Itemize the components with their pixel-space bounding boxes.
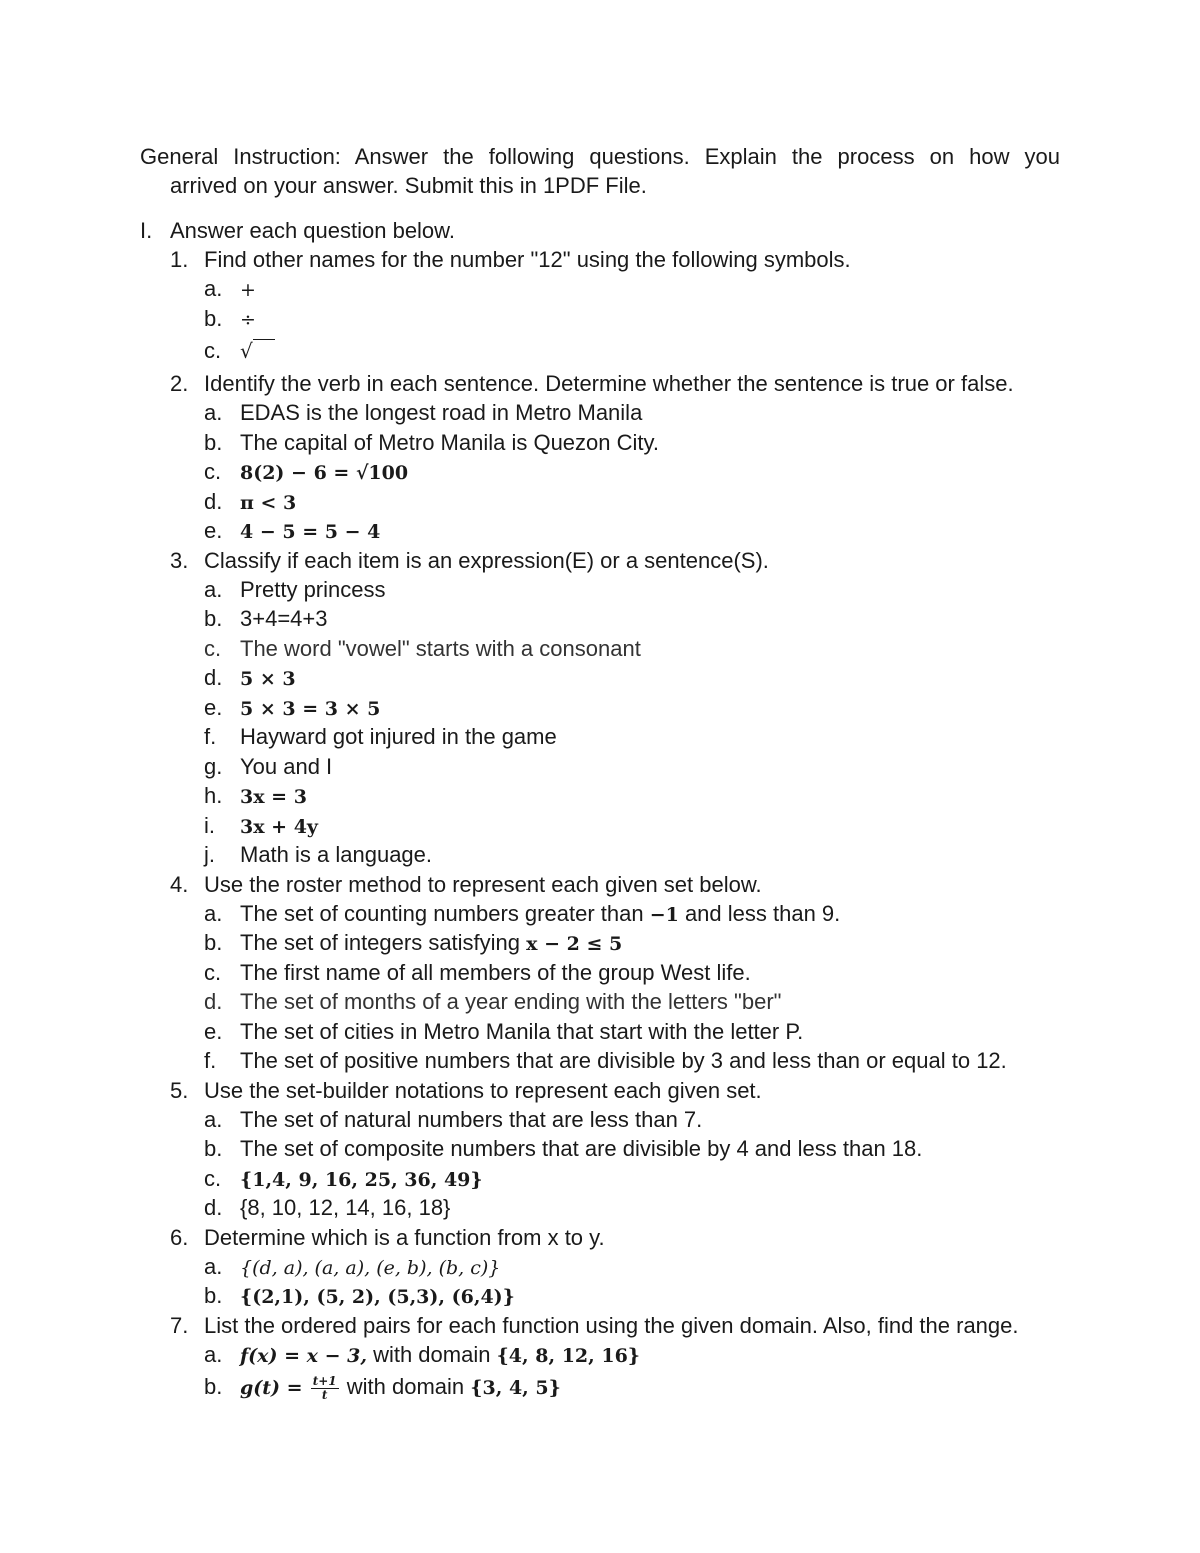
item-list bbox=[170, 575, 1070, 870]
item-text: and less than 9. bbox=[678, 900, 841, 926]
question-3 bbox=[170, 546, 1070, 870]
section-numeral: I. bbox=[140, 218, 153, 243]
item-text: The set of counting numbers greater than bbox=[240, 900, 650, 926]
item-text: 3+4=4+3 bbox=[240, 606, 328, 631]
item-letter: c. bbox=[204, 959, 222, 985]
item-letter: a. bbox=[204, 900, 223, 926]
math-expression: 3x = 3 bbox=[240, 786, 307, 808]
section-heading bbox=[140, 216, 455, 245]
math-expression: {(d, a), (a, a), (e, b), (b, c)} bbox=[240, 1256, 501, 1279]
item-list bbox=[170, 1252, 1070, 1311]
list-item bbox=[170, 899, 1070, 929]
math-expression: {(2,1), (5, 2), (5,3), (6,4)} bbox=[240, 1286, 515, 1308]
question-7 bbox=[170, 1311, 1070, 1406]
math-expression: −1 bbox=[649, 903, 679, 926]
item-list bbox=[170, 1340, 1070, 1406]
list-item bbox=[170, 1105, 1070, 1135]
function-definition: f(x) = x − 3, bbox=[240, 1344, 367, 1367]
list-item bbox=[170, 304, 1070, 334]
item-letter: c. bbox=[204, 338, 222, 363]
item-list bbox=[170, 899, 1070, 1076]
math-expression: π < 3 bbox=[240, 491, 297, 514]
list-item bbox=[170, 1252, 1070, 1282]
list-item bbox=[170, 516, 1070, 546]
list-item bbox=[170, 398, 1070, 428]
list-item bbox=[170, 928, 1070, 958]
item-text: The set of positive numbers that are divisible by 3 and less than or equal to 12. bbox=[240, 1048, 1007, 1073]
item-text: {8, 10, 12, 14, 16, 18} bbox=[240, 1195, 451, 1220]
list-item bbox=[170, 333, 1070, 369]
item-letter: g. bbox=[204, 753, 223, 779]
question-2 bbox=[170, 369, 1070, 546]
list-item bbox=[170, 663, 1070, 693]
item-text: The set of natural numbers that are less than 7. bbox=[240, 1106, 703, 1132]
list-item bbox=[170, 1134, 1070, 1164]
item-letter: c. bbox=[204, 1165, 222, 1191]
math-expression: 3x + 4y bbox=[240, 815, 318, 838]
item-text: Math is a language. bbox=[240, 842, 433, 867]
item-letter: b. bbox=[204, 1136, 223, 1161]
list-item bbox=[170, 781, 1070, 811]
item-letter: b. bbox=[204, 1283, 223, 1308]
item-letter: b. bbox=[204, 305, 223, 331]
list-item bbox=[170, 428, 1070, 458]
item-letter: d. bbox=[204, 989, 223, 1014]
item-text: The first name of all members of the group West life. bbox=[240, 959, 751, 985]
question-number: 3. bbox=[170, 547, 189, 573]
list-item bbox=[170, 1369, 1070, 1405]
question-number: 2. bbox=[170, 371, 189, 396]
list-item bbox=[170, 1164, 1070, 1194]
item-letter: a. bbox=[204, 276, 223, 301]
math-expression: {1,4, 9, 16, 25, 36, 49} bbox=[240, 1168, 483, 1191]
question-list bbox=[170, 245, 1070, 1405]
math-expression: 4 − 5 = 5 − 4 bbox=[240, 521, 381, 543]
item-text: The set of months of a year ending with the letters "ber" bbox=[240, 989, 782, 1014]
item-list bbox=[170, 398, 1070, 546]
item-text: with domain bbox=[340, 1374, 471, 1399]
section-title: Answer each question below. bbox=[170, 218, 455, 243]
item-text: The set of composite numbers that are divisible by 4 and less than 18. bbox=[240, 1136, 923, 1161]
item-list bbox=[170, 1105, 1070, 1223]
item-list bbox=[170, 274, 1070, 369]
question-number: 1. bbox=[170, 247, 189, 272]
math-expression: 5 × 3 = 3 × 5 bbox=[240, 697, 381, 720]
item-letter: b. bbox=[204, 606, 223, 631]
division-symbol: ÷ bbox=[240, 308, 256, 331]
item-text: with domain bbox=[366, 1341, 497, 1367]
item-text: The word "vowel" starts with a consonant bbox=[240, 635, 641, 661]
fraction bbox=[311, 1375, 339, 1402]
item-letter: b. bbox=[204, 1374, 223, 1399]
item-letter: e. bbox=[204, 518, 223, 543]
item-letter: d. bbox=[204, 1195, 223, 1220]
function-definition: g(t) = bbox=[240, 1377, 303, 1399]
square-root-symbol: √ bbox=[240, 333, 275, 369]
list-item bbox=[170, 457, 1070, 487]
list-item bbox=[170, 1193, 1070, 1223]
list-item bbox=[170, 693, 1070, 723]
question-number: 6. bbox=[170, 1224, 189, 1250]
domain-set: {4, 8, 12, 16} bbox=[496, 1344, 641, 1367]
list-item bbox=[170, 575, 1070, 605]
math-expression: x − 2 ≤ 5 bbox=[526, 933, 623, 955]
question-text: List the ordered pairs for each function using the given domain. Also, find the range. bbox=[204, 1312, 1019, 1338]
question-number: 4. bbox=[170, 871, 189, 897]
list-item bbox=[170, 1281, 1070, 1311]
list-item bbox=[170, 487, 1070, 517]
item-letter: a. bbox=[204, 576, 223, 602]
general-instruction bbox=[140, 142, 1060, 200]
plus-symbol: + bbox=[240, 279, 256, 301]
item-letter: h. bbox=[204, 783, 223, 808]
item-letter: i. bbox=[204, 812, 215, 838]
item-text: Pretty princess bbox=[240, 576, 386, 602]
question-6 bbox=[170, 1223, 1070, 1311]
question-number: 7. bbox=[170, 1312, 189, 1338]
question-4 bbox=[170, 870, 1070, 1076]
list-item bbox=[170, 722, 1070, 752]
item-text: The set of integers satisfying bbox=[240, 930, 527, 955]
question-text: Identify the verb in each sentence. Determine whether the sentence is true or false. bbox=[204, 371, 1014, 396]
question-5 bbox=[170, 1076, 1070, 1223]
item-letter: a. bbox=[204, 1253, 223, 1279]
item-letter: d. bbox=[204, 665, 223, 690]
question-text: Find other names for the number "12" using the following symbols. bbox=[204, 247, 851, 272]
item-letter: a. bbox=[204, 400, 223, 425]
math-expression: 5 × 3 bbox=[240, 668, 296, 690]
item-letter: b. bbox=[204, 930, 223, 955]
item-letter: a. bbox=[204, 1106, 223, 1132]
list-item bbox=[170, 987, 1070, 1017]
item-letter: b. bbox=[204, 429, 223, 455]
question-number: 5. bbox=[170, 1077, 189, 1103]
question-text: Classify if each item is an expression(E) or a sentence(S). bbox=[204, 547, 769, 573]
list-item bbox=[170, 274, 1070, 304]
item-letter: c. bbox=[204, 635, 222, 661]
instruction-line-1: General Instruction: Answer the following questions. Explain the process on how you bbox=[140, 144, 1060, 169]
list-item bbox=[170, 604, 1070, 634]
domain-set: {3, 4, 5} bbox=[470, 1377, 561, 1399]
instruction-line-2: arrived on your answer. Submit this in 1PDF File. bbox=[170, 173, 647, 198]
item-letter: c. bbox=[204, 459, 222, 484]
question-text: Use the roster method to represent each given set below. bbox=[204, 871, 762, 897]
item-letter: d. bbox=[204, 488, 223, 514]
item-text: Hayward got injured in the game bbox=[240, 724, 557, 749]
fraction-denominator: t bbox=[321, 1387, 328, 1402]
list-item bbox=[170, 811, 1070, 841]
math-expression: 8(2) − 6 = √100 bbox=[240, 462, 409, 484]
question-text: Determine which is a function from x to y. bbox=[204, 1224, 605, 1250]
item-letter: e. bbox=[204, 1018, 223, 1044]
fraction-numerator: t+1 bbox=[312, 1373, 337, 1388]
question-text: Use the set-builder notations to represent each given set. bbox=[204, 1077, 762, 1103]
item-letter: j. bbox=[204, 842, 215, 867]
list-item bbox=[170, 958, 1070, 988]
question-1 bbox=[170, 245, 1070, 369]
list-item bbox=[170, 840, 1070, 870]
item-letter: e. bbox=[204, 694, 223, 720]
item-letter: f. bbox=[204, 724, 217, 749]
list-item bbox=[170, 1046, 1070, 1076]
list-item bbox=[170, 752, 1070, 782]
item-text: EDAS is the longest road in Metro Manila bbox=[240, 400, 643, 425]
item-text: You and I bbox=[240, 753, 333, 779]
item-letter: f. bbox=[204, 1048, 217, 1073]
list-item bbox=[170, 1340, 1070, 1370]
item-text: The capital of Metro Manila is Quezon City. bbox=[240, 429, 659, 455]
list-item bbox=[170, 1017, 1070, 1047]
item-text: The set of cities in Metro Manila that start with the letter P. bbox=[240, 1018, 804, 1044]
list-item bbox=[170, 634, 1070, 664]
item-letter: a. bbox=[204, 1341, 223, 1367]
